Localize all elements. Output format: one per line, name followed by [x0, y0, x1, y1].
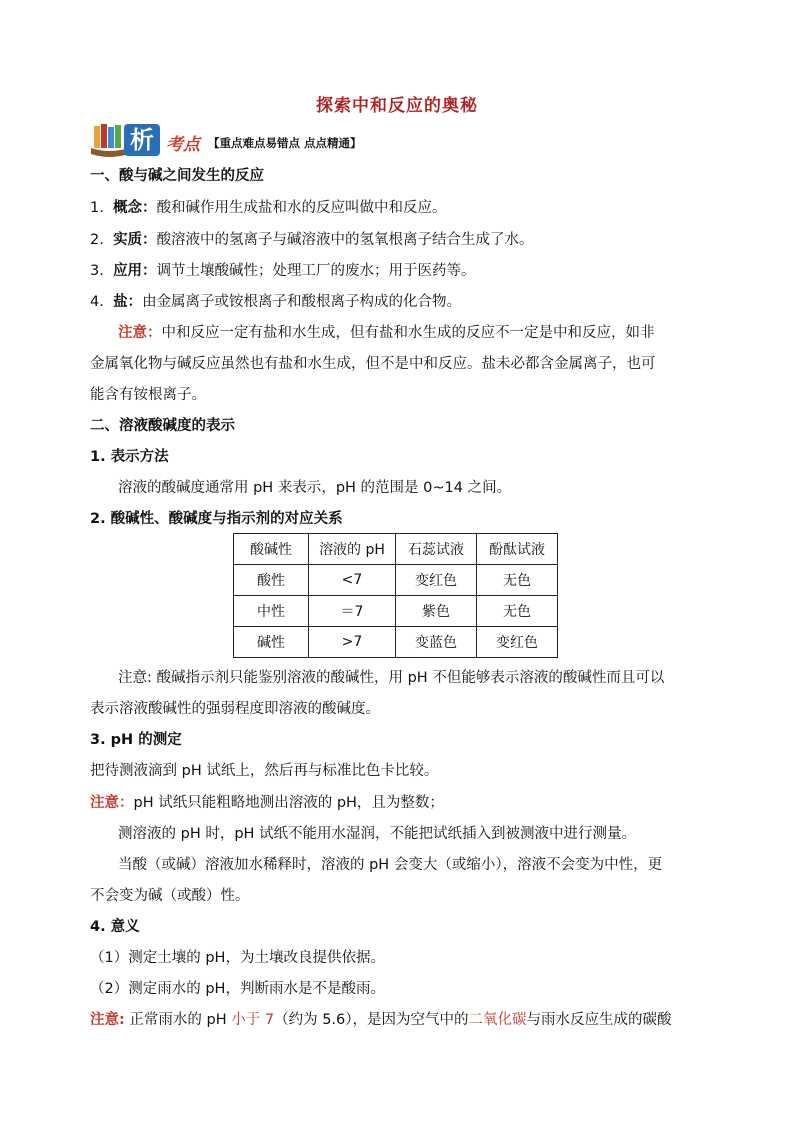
table-cell: ＝7	[309, 596, 396, 627]
table-cell: 无色	[477, 565, 558, 596]
table-header-cell: 酚酞试液	[477, 534, 558, 565]
s1-item-2	[90, 228, 534, 249]
table-cell: 无色	[477, 596, 558, 627]
table-cell: <7	[309, 565, 396, 596]
s1-item-4	[90, 290, 461, 311]
s2-sub-4-item-1: （1）测定土壤的 pH，为土壤改良提供依据。	[90, 950, 385, 966]
banner-subtitle: 【重点难点易错点 点点精通】	[208, 136, 362, 150]
item-num: 4.	[90, 294, 104, 310]
item-num: 1.	[90, 200, 104, 216]
table-cell: 紫色	[396, 596, 477, 627]
item-text: 由金属离子或铵根离子和酸根离子构成的化合物。	[142, 294, 462, 310]
table-cell: 变蓝色	[396, 627, 477, 658]
table-row	[234, 627, 558, 658]
table-cell: 变红色	[396, 565, 477, 596]
note-text: （约为 5.6），是因为空气中的	[274, 1012, 469, 1028]
note-label: 注意：	[118, 325, 162, 341]
table-header-cell: 酸碱性	[234, 534, 309, 565]
table-cell: >7	[309, 627, 396, 658]
item-text: 调节土壤酸碱性；处理工厂的废水；用于医药等。	[156, 263, 476, 279]
note-highlight: 小于 7	[231, 1012, 275, 1028]
note-highlight: 二氧化碳	[468, 1012, 527, 1028]
kaodian-banner	[90, 120, 510, 162]
item-label: 应用：	[113, 263, 157, 279]
table-row	[234, 565, 558, 596]
table-header-row	[234, 534, 558, 565]
s1-note-line-2: 金属氧化物与碱反应虽然也有盐和水生成，但不是中和反应。盐未必都含金属离子，也可	[90, 356, 656, 372]
s2-sub-3-para-3-line-2: 不会变为碱（或酸）性。	[90, 888, 250, 904]
note-label: 注意：	[90, 795, 134, 811]
table-cell: 碱性	[234, 627, 309, 658]
note-label: 注意:	[90, 1012, 125, 1028]
s2-sub-4-item-2: （2）测定雨水的 pH，判断雨水是不是酸雨。	[90, 981, 385, 997]
table-header-cell: 石蕊试液	[396, 534, 477, 565]
table-cell: 酸性	[234, 565, 309, 596]
s2-last-note	[90, 1008, 672, 1029]
s2-sub-2: 2. 酸碱性、酸碱度与指示剂的对应关系	[90, 511, 343, 527]
note-text: 与雨水反应生成的碳酸	[526, 1012, 672, 1028]
s2-sub-3: 3. pH 的测定	[90, 732, 182, 748]
note-text: 正常雨水的 pH	[124, 1012, 232, 1028]
page-title: 探索中和反应的奥秘	[316, 96, 478, 116]
section-1-title: 一、酸与碱之间发生的反应	[90, 168, 264, 184]
item-label: 概念：	[113, 200, 157, 216]
note-text: pH 试纸只能粗略地测出溶液的 pH，且为整数；	[133, 795, 444, 811]
s1-item-3	[90, 259, 476, 280]
s2-sub-3-text: 把待测液滴到 pH 试纸上，然后再与标准比色卡比较。	[90, 763, 439, 779]
table-cell: 变红色	[477, 627, 558, 658]
s2-sub-3-note	[90, 791, 444, 812]
s2-sub-3-para-3-line-1: 当酸（或碱）溶液加水稀释时，溶液的 pH 会变大（或缩小），溶液不会变为中性，更	[118, 857, 663, 873]
s1-item-1	[90, 196, 447, 217]
table-row	[234, 596, 558, 627]
table-header-cell: 溶液的 pH	[309, 534, 396, 565]
ph-indicator-table	[233, 533, 558, 658]
item-text: 酸溶液中的氢离子与碱溶液中的氢氧根离子结合生成了水。	[156, 232, 534, 248]
s2-sub-1: 1. 表示方法	[90, 449, 169, 465]
table-cell: 中性	[234, 596, 309, 627]
s2-sub-4: 4. 意义	[90, 919, 140, 935]
section-2-title: 二、溶液酸碱度的表示	[90, 418, 235, 434]
item-label: 盐：	[113, 294, 143, 310]
s2-sub-1-text: 溶液的酸碱度通常用 pH 来表示，pH 的范围是 0~14 之间。	[118, 480, 512, 496]
item-text: 酸和碱作用生成盐和水的反应叫做中和反应。	[156, 200, 447, 216]
s2-sub-3-para-2: 测溶液的 pH 时，pH 试纸不能用水湿润，不能把试纸插入到被测液中进行测量。	[118, 826, 637, 842]
item-num: 3.	[90, 263, 104, 279]
banner-label: 考点	[166, 135, 200, 155]
s2-note-line-1: 注意: 酸碱指示剂只能鉴别溶液的酸碱性，用 pH 不但能够表示溶液的酸碱性而且可以	[118, 670, 665, 686]
s1-note-line-3: 能含有铵根离子。	[90, 387, 206, 403]
note-text: 中和反应一定有盐和水生成，但有盐和水生成的反应不一定是中和反应，如非	[161, 325, 655, 341]
item-num: 2.	[90, 232, 104, 248]
item-label: 实质：	[113, 232, 157, 248]
s2-note-line-2: 表示溶液酸碱性的强弱程度即溶液的酸碱度。	[90, 701, 380, 717]
s1-note-line-1	[118, 321, 655, 342]
xi-icon-char: 析	[124, 124, 160, 156]
